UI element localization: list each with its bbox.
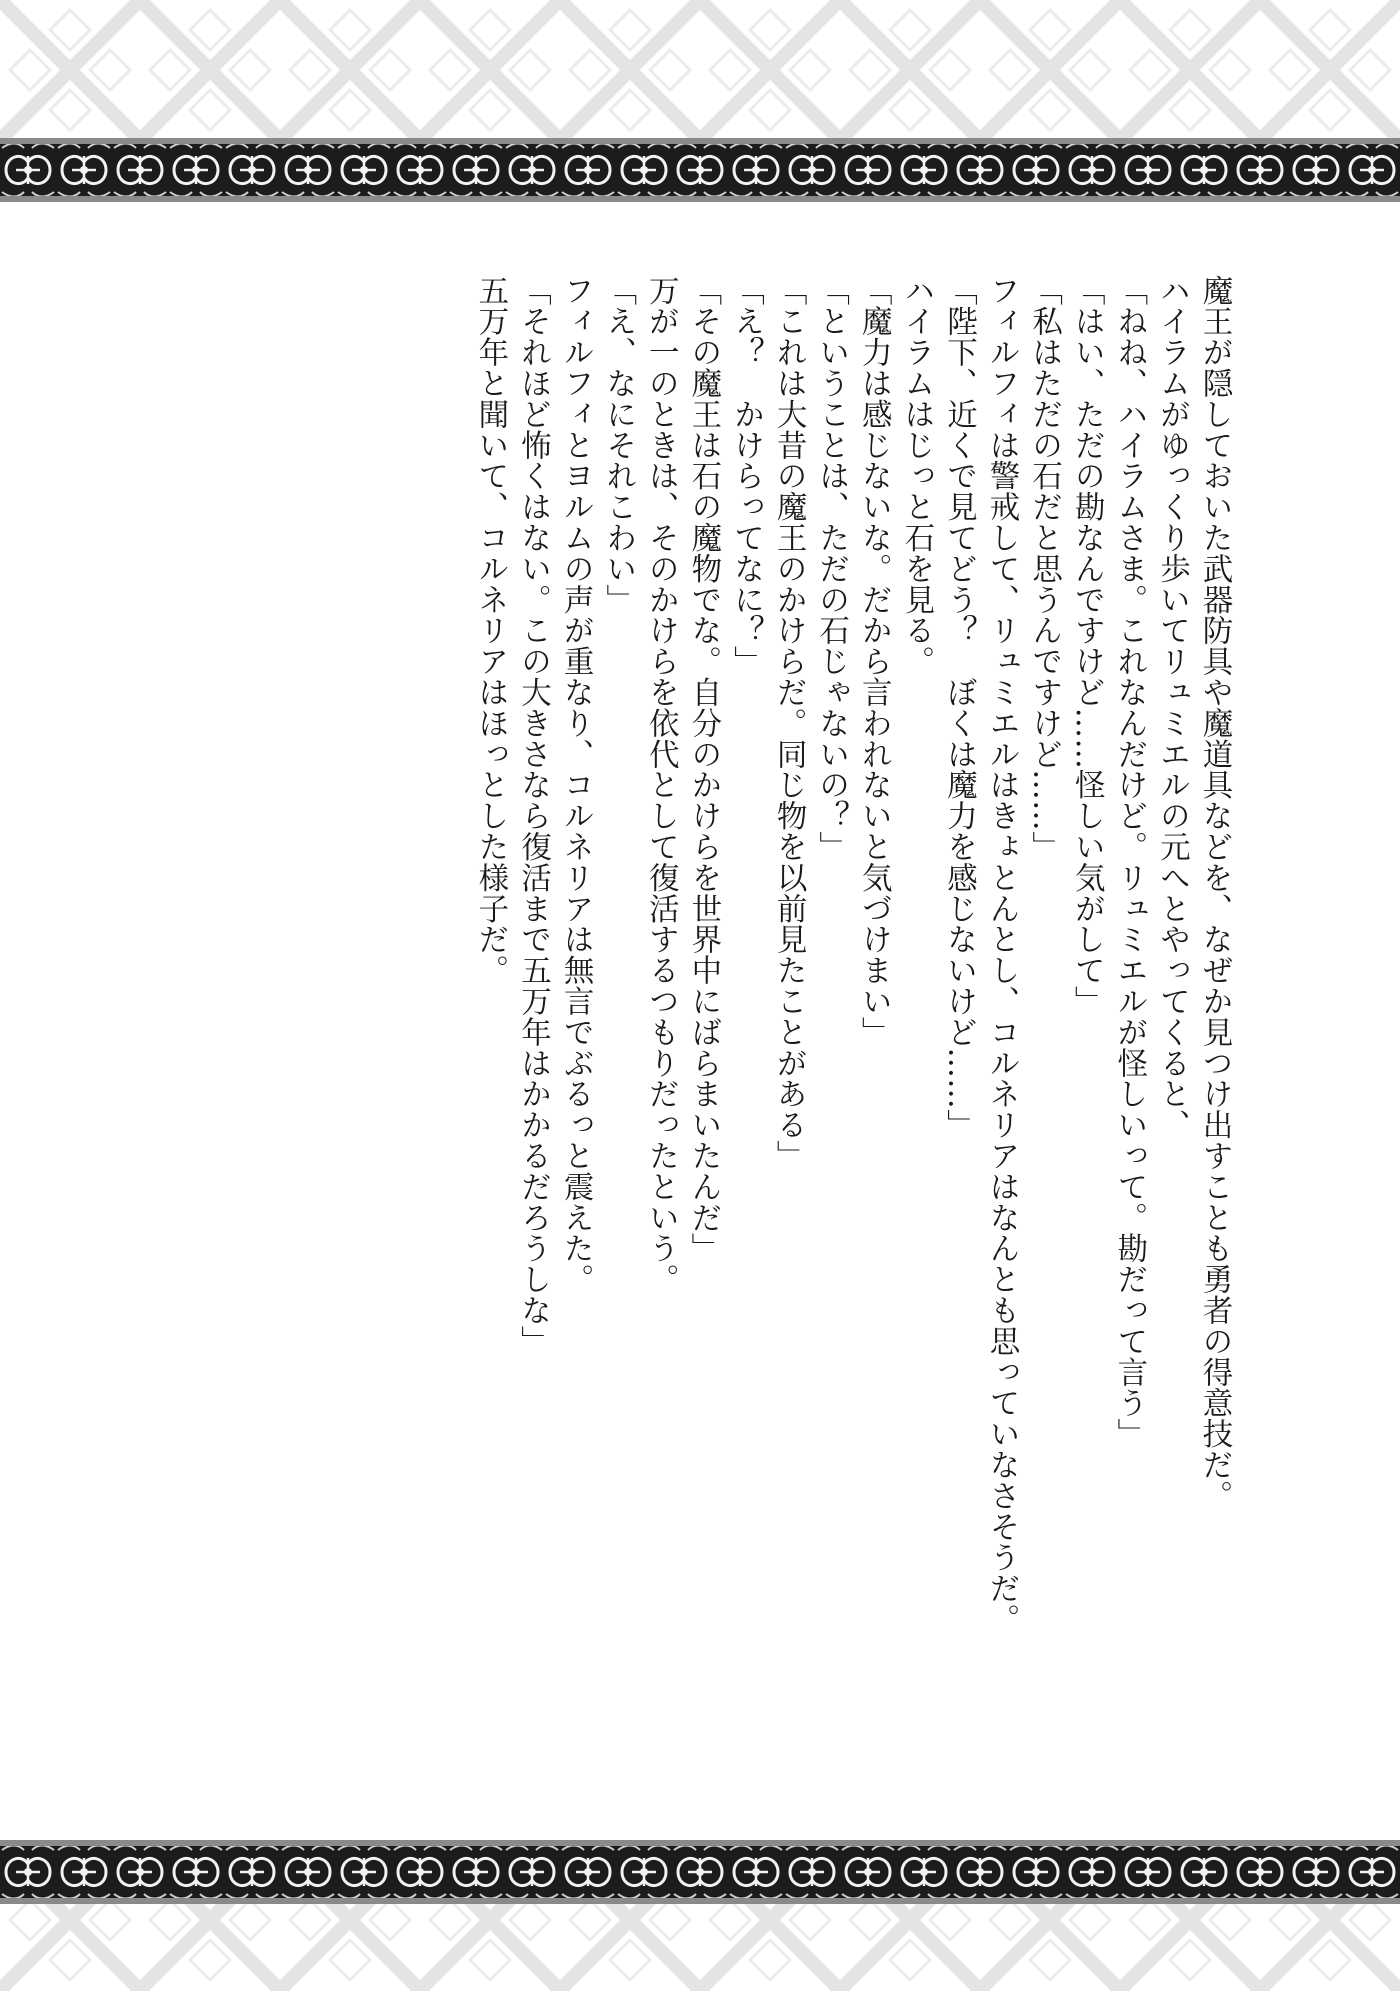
text-line: 「これは大昔の魔王のかけらだ。同じ物を以前見たことがある」: [771, 275, 807, 1172]
text-line: 「え、なにそれこわい」: [600, 275, 636, 615]
top-ornamental-border: [0, 138, 1400, 202]
text-line: 「魔力は感じないな。だから言われないと気づけまい」: [856, 275, 892, 1048]
text-line: 魔王が隠しておいた武器防具や魔道具などを、なぜか見つけ出すことも勇者の得意技だ。: [1197, 275, 1232, 1511]
text-line: フィルフィとヨルムの声が重なり、コルネリアは無言でぶるっと震えた。: [558, 275, 594, 1295]
text-line: ハイラムはじっと石を見る。: [898, 275, 934, 677]
background-lattice-top: [0, 0, 1400, 140]
text-line: 「ということは、ただの石じゃないの？」: [813, 275, 849, 863]
text-line: 「陛下、近くで見てどう？ ぼくは魔力を感じないけど……」: [941, 275, 977, 1141]
text-line: 五万年と聞いて、コルネリアはほっとした様子だ。: [472, 275, 508, 986]
text-line: 「はい、ただの勘なんですけど……怪しい気がして」: [1069, 275, 1105, 1017]
text-line: 「その魔王は石の魔物でな。自分のかけらを世界中にばらまいたんだ」: [685, 275, 721, 1264]
bottom-ornamental-border: [0, 1840, 1400, 1904]
text-line: 「え？ かけらってなに？」: [728, 275, 764, 677]
text-line: 万が一のときは、そのかけらを依代として復活するつもりだったという。: [643, 275, 679, 1295]
text-line: ハイラムがゆっくり歩いてリュミエルの元へとやってくると、: [1154, 275, 1190, 1141]
text-line: 「ねね、ハイラムさま。これなんだけど。リュミエルが怪しいって。勘だって言う」: [1111, 275, 1147, 1450]
text-line: 「私はただの石だと思うんですけど……」: [1026, 275, 1062, 863]
novel-body-text: [165, 275, 1235, 1715]
text-line: 「それほど怖くはない。この大きさなら復活まで五万年はかかるだろうしな」: [515, 275, 551, 1357]
text-line: フィルフィは警戒して、リュミエルはきょとんとし、コルネリアはなんとも思っていなさそうだ。: [984, 275, 1020, 1635]
